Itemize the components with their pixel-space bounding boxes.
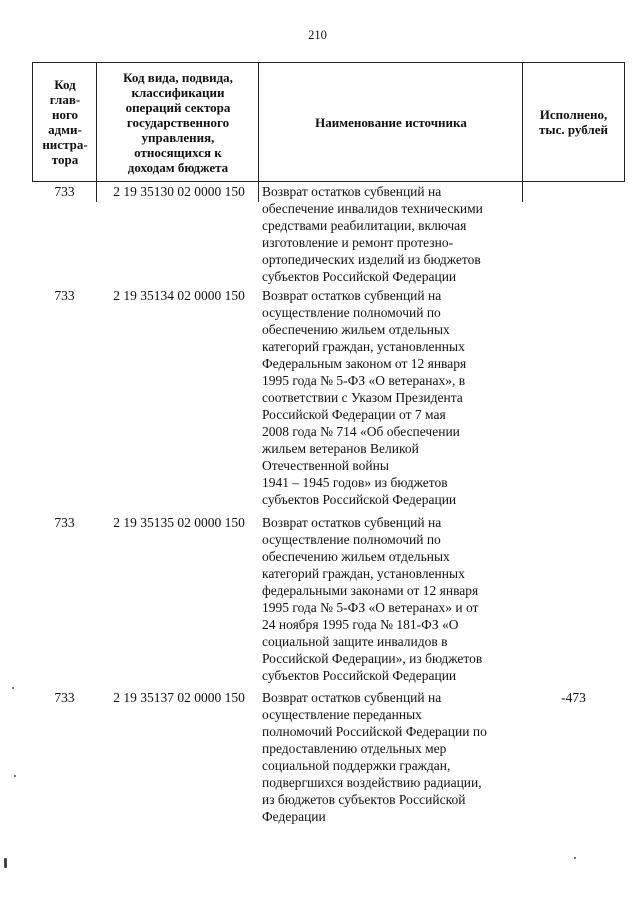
header-line: Наименование источника	[315, 114, 467, 130]
name-line: ортопедических изделий из бюджетов	[262, 252, 481, 267]
name-line: осуществление полномочий по	[262, 305, 441, 320]
source-name-cell	[262, 287, 524, 508]
scan-speck	[574, 857, 576, 859]
header-line: классификации	[131, 84, 225, 100]
header-source-name	[258, 62, 523, 182]
source-name-cell	[262, 514, 524, 684]
source-name-cell	[262, 689, 524, 825]
name-line: Российской Федерации», из бюджетов	[262, 651, 483, 666]
name-line: Возврат остатков субвенций на	[262, 288, 442, 303]
header-line: государственного	[126, 114, 230, 130]
name-line: Возврат остатков субвенций на	[262, 690, 442, 705]
header-line: Исполнено,	[539, 107, 608, 122]
type-code-cell: 2 19 35130 02 0000 150	[113, 184, 245, 199]
scan-speck	[4, 858, 7, 868]
header-line: тора	[51, 152, 79, 167]
header-line: тыс. рублей	[539, 122, 608, 137]
header-line: ного	[51, 107, 79, 122]
name-line: федеральными законами от 12 января	[262, 583, 479, 598]
header-line: Код вида, подвида,	[123, 69, 233, 85]
name-line: подвергшихся воздействию радиации,	[262, 775, 482, 790]
scan-speck	[12, 687, 14, 689]
name-line: социальной защите инвалидов в	[262, 634, 448, 649]
name-line: осуществление полномочий по	[262, 532, 441, 547]
name-line: социальной поддержки граждан,	[262, 758, 451, 773]
name-line: 2008 года № 714 «Об обеспечении	[262, 424, 460, 439]
name-line: субъектов Российской Федерации	[262, 269, 457, 284]
name-line: обеспечению жильем отдельных	[262, 322, 450, 337]
name-line: Возврат остатков субвенций на	[262, 184, 442, 199]
admin-code-cell: 733	[54, 690, 75, 705]
name-line: обеспечение инвалидов техническими	[262, 201, 483, 216]
header-line: глав-	[49, 92, 81, 107]
type-code-cell: 2 19 35135 02 0000 150	[113, 515, 245, 530]
header-line: операций сектора	[125, 99, 231, 115]
name-line: 1941 – 1945 годов» из бюджетов	[262, 475, 448, 490]
name-line: осуществление переданных	[262, 707, 422, 722]
name-line: Отечественной войны	[262, 458, 389, 473]
name-line: категорий граждан, установленных	[262, 566, 465, 581]
type-code-cell: 2 19 35134 02 0000 150	[113, 288, 245, 303]
name-line: Российской Федерации от 7 мая	[262, 407, 446, 422]
amount-cell: -473	[561, 690, 586, 705]
name-line: 24 ноября 1995 года № 181-ФЗ «О	[262, 617, 459, 632]
name-line: 1995 года № 5-ФЗ «О ветеранах», в	[262, 373, 466, 388]
name-line: субъектов Российской Федерации	[262, 668, 457, 683]
header-line: относящихся к	[134, 144, 222, 160]
name-line: категорий граждан, установленных	[262, 339, 465, 354]
name-line: 1995 года № 5-ФЗ «О ветеранах» и от	[262, 600, 479, 615]
name-line: субъектов Российской Федерации	[262, 492, 457, 507]
page-number: 210	[308, 28, 327, 42]
scan-speck	[14, 775, 16, 777]
header-type-code	[96, 62, 259, 182]
header-line: управления,	[141, 129, 215, 145]
name-line: Федеральным законом от 12 января	[262, 356, 467, 371]
name-line: обеспечению жильем отдельных	[262, 549, 450, 564]
name-line: жильем ветеранов Великой	[262, 441, 419, 456]
header-admin-code	[32, 62, 97, 182]
name-line: Возврат остатков субвенций на	[262, 515, 442, 530]
admin-code-cell: 733	[54, 515, 75, 530]
header-executed	[522, 62, 625, 182]
name-line: Федерации	[262, 809, 326, 824]
header-line: доходам бюджета	[127, 159, 229, 175]
name-line: из бюджетов субъектов Российской	[262, 792, 466, 807]
name-line: соответствии с Указом Президента	[262, 390, 463, 405]
header-line: Код	[54, 77, 76, 92]
header-line: адми-	[48, 122, 82, 137]
admin-code-cell: 733	[54, 184, 75, 199]
name-line: полномочий Российской Федерации по	[262, 724, 487, 739]
admin-code-cell: 733	[54, 288, 75, 303]
name-line: средствами реабилитации, включая	[262, 218, 467, 233]
name-line: изготовление и ремонт протезно-	[262, 235, 454, 250]
type-code-cell: 2 19 35137 02 0000 150	[113, 690, 245, 705]
source-name-cell	[262, 183, 524, 285]
name-line: предоставлению отдельных мер	[262, 741, 447, 756]
header-line: нистра-	[42, 137, 88, 152]
